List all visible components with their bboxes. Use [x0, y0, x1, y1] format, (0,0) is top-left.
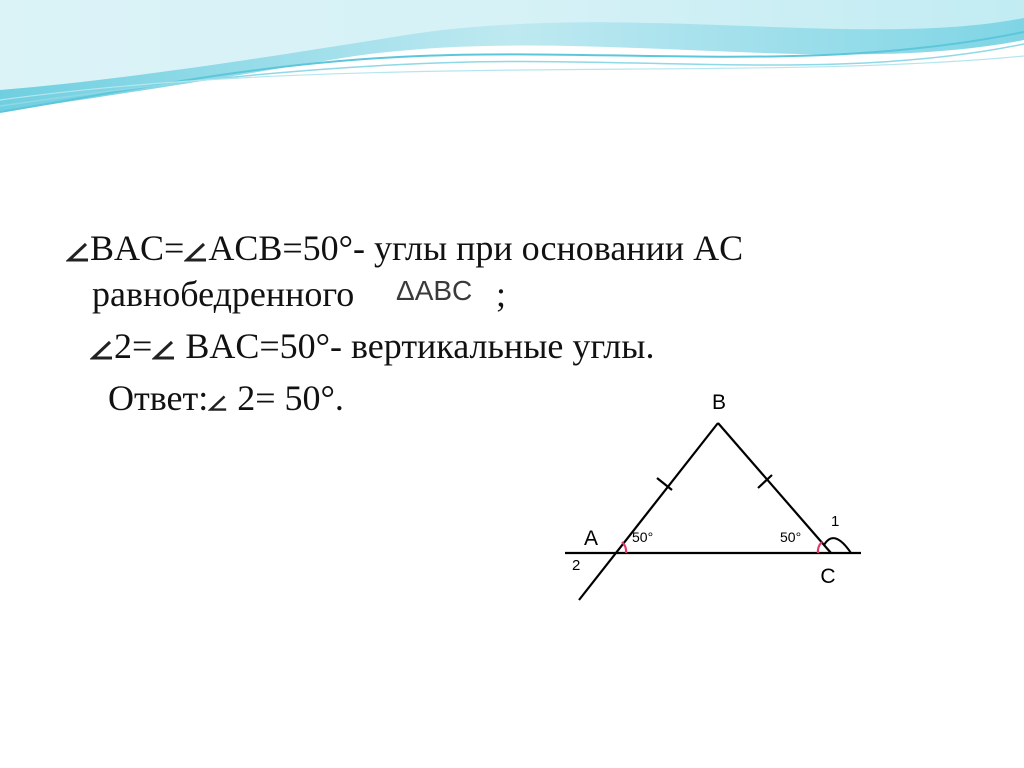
line4-part1: Ответ: — [108, 378, 209, 418]
vertex-b-label: B — [711, 391, 727, 414]
triangle-diagram — [551, 378, 879, 631]
triangle-abc-label: ΔABC — [396, 275, 473, 306]
angle-1-label: 1 — [831, 513, 840, 530]
angle-symbol-icon — [208, 394, 228, 412]
side-bc-line — [718, 423, 831, 553]
line3-part1: 2= — [114, 326, 153, 366]
angle-symbol-icon — [90, 339, 114, 361]
angle-symbol-icon — [66, 241, 90, 263]
text-line-2 — [92, 274, 354, 314]
angle-symbol-icon — [184, 241, 208, 263]
text-line-4 — [108, 378, 344, 418]
angle-2-label: 2 — [572, 557, 581, 574]
line2-tail: ; — [496, 274, 507, 314]
angle-c-arc — [818, 542, 822, 553]
angle-a-arc — [622, 542, 626, 553]
line1-part2: ACB=50°- углы при основании AC — [208, 228, 744, 268]
vertex-c-label: C — [820, 565, 836, 588]
triangle-figure — [551, 378, 879, 631]
side-ab-line — [579, 423, 718, 600]
line2-text: равнобедренного — [92, 274, 355, 314]
angle-symbol-icon — [152, 339, 176, 361]
line3-part2: BAC=50°- вертикальные углы. — [176, 326, 655, 366]
text-line-3 — [90, 326, 654, 366]
angle-c-value: 50° — [780, 529, 802, 545]
line1-part1: BAC= — [90, 228, 185, 268]
text-line-1 — [66, 228, 743, 268]
angle-a-value: 50° — [632, 529, 654, 545]
vertex-a-label: A — [583, 527, 599, 550]
header-wave-decoration — [0, 0, 1024, 130]
line4-part2: 2= 50°. — [228, 378, 344, 418]
